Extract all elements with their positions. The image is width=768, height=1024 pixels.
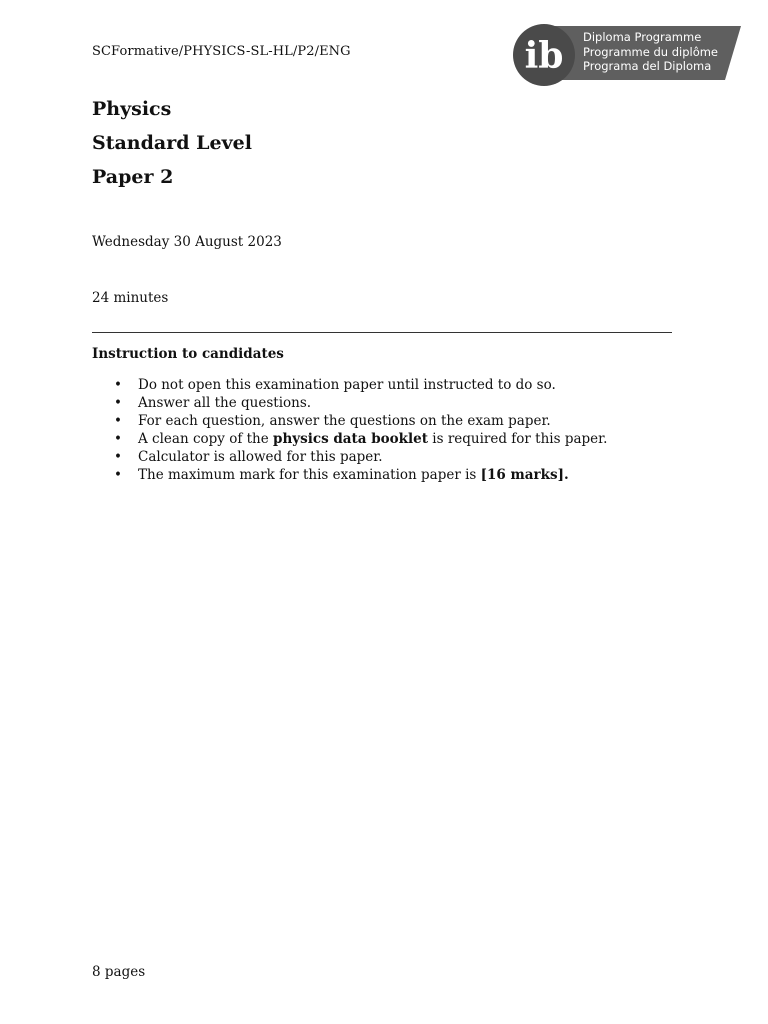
instruction-item <box>92 376 607 394</box>
bullet-icon: • <box>114 431 122 447</box>
instruction-bold: physics data booklet <box>273 431 428 447</box>
paper-title: Paper 2 <box>92 166 174 188</box>
bullet-icon: • <box>114 413 122 429</box>
instruction-text: For each question, answer the questions on the exam paper. <box>138 413 551 429</box>
subject-title: Physics <box>92 98 172 120</box>
exam-duration: 24 minutes <box>92 290 169 306</box>
bullet-icon: • <box>114 395 122 411</box>
document-code: SCFormative/PHYSICS-SL-HL/P2/ENG <box>92 44 351 59</box>
instruction-text: The maximum mark for this examination paper is <box>138 467 481 483</box>
instruction-text: Do not open this examination paper until instructed to do so. <box>138 377 556 393</box>
ib-mark: ib <box>524 35 564 77</box>
logo-line: Programa del Diploma <box>583 59 712 73</box>
instruction-item <box>92 466 607 484</box>
logo-text <box>583 30 718 74</box>
exam-date: Wednesday 30 August 2023 <box>92 234 282 250</box>
page-count: 8 pages <box>92 964 146 980</box>
instruction-item <box>92 412 607 430</box>
bullet-icon: • <box>114 467 122 483</box>
instruction-item <box>92 430 607 448</box>
instructions-heading: Instruction to candidates <box>92 346 284 362</box>
instruction-item <box>92 394 607 412</box>
bullet-icon: • <box>114 449 122 465</box>
logo-line: Programme du diplôme <box>583 44 719 59</box>
instructions-list <box>92 376 607 484</box>
divider <box>92 332 672 333</box>
instruction-item <box>92 448 607 466</box>
level-title: Standard Level <box>92 132 252 154</box>
instruction-text: Calculator is allowed for this paper. <box>138 449 383 465</box>
bullet-icon: • <box>114 377 122 393</box>
logo-line: Diploma Programme <box>583 30 702 44</box>
instruction-text: Answer all the questions. <box>138 395 312 411</box>
ib-logo <box>511 24 743 86</box>
instruction-text: A clean copy of the <box>138 431 274 447</box>
instruction-text: is required for this paper. <box>428 431 608 447</box>
instruction-bold: [16 marks]. <box>480 467 569 483</box>
